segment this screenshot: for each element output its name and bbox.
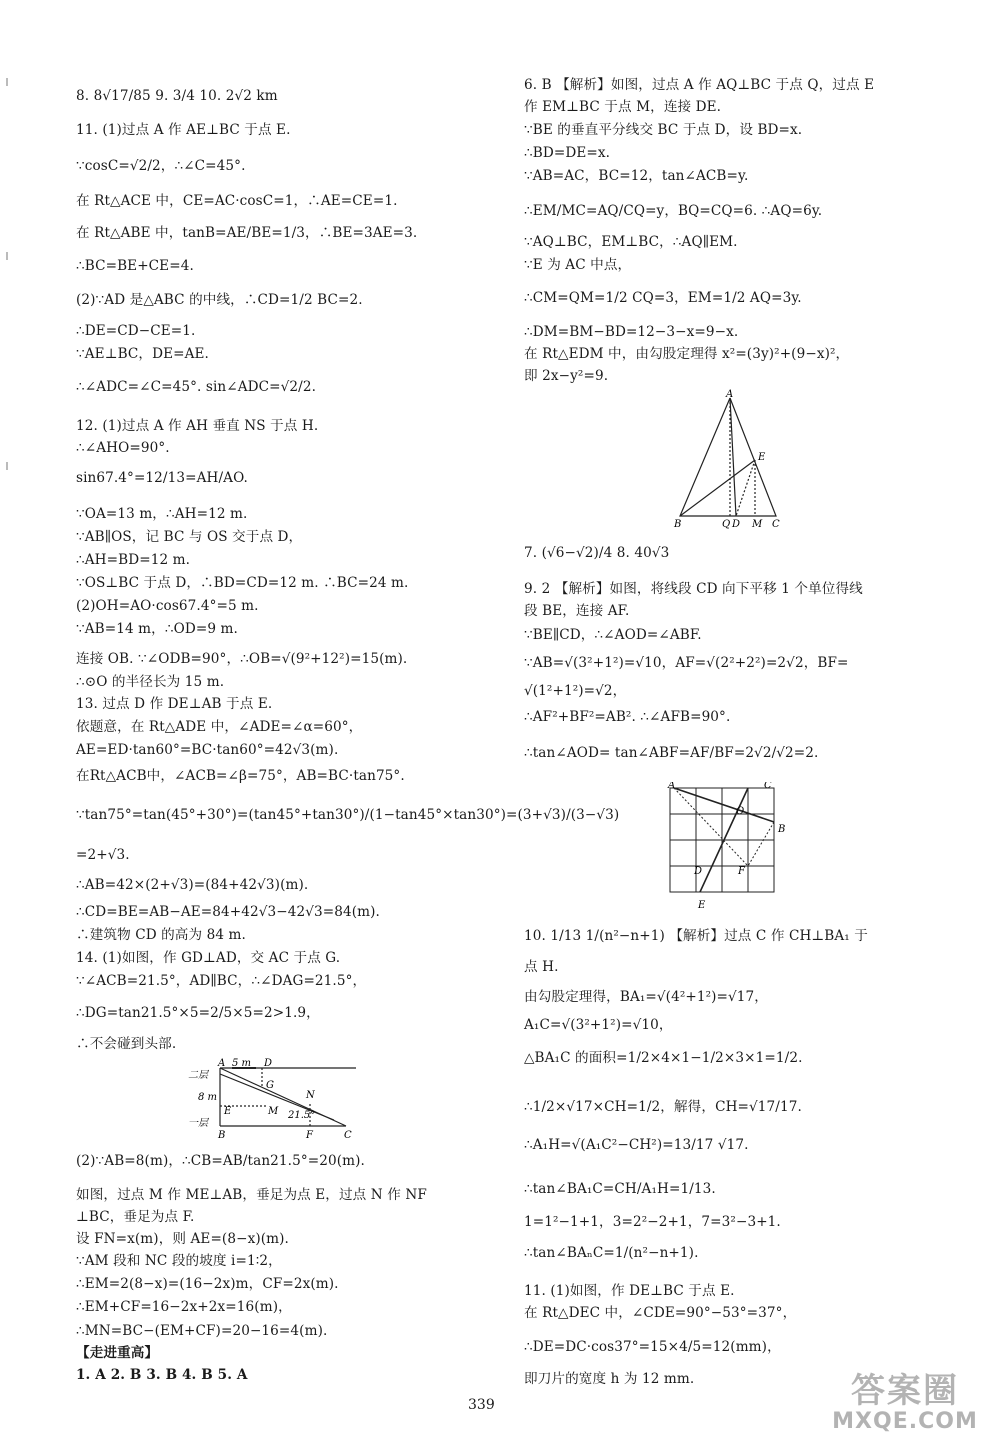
answer-line: ∴建筑物 CD 的高为 84 m. <box>76 927 246 943</box>
fig-label: 8 m <box>198 1092 218 1103</box>
answer-line: ∵tan75°=tan(45°+30°)=(tan45°+tan30°)/(1−tan45°×tan30°)=(3+√3)/(3−√3) <box>76 807 620 823</box>
answer-line: 设 FN=x(m)，则 AE=(8−x)(m). <box>76 1231 289 1247</box>
answer-line: (2)∵AD 是△ABC 的中线，∴CD=1/2 BC=2. <box>76 292 363 308</box>
answer-line: ⊥BC，垂足为点 F. <box>76 1209 195 1225</box>
answer-line: ∵OS⊥BC 于点 D，∴BD=CD=12 m. ∴BC=24 m. <box>76 575 409 591</box>
answer-line: ∵BE 的垂直平分线交 BC 于点 D，设 BD=x. <box>524 122 803 138</box>
answer-line: (2)∵AB=8(m)，∴CB=AB/tan21.5°=20(m). <box>76 1153 365 1169</box>
answer-line: ∴DE=DC·cos37°=15×4/5=12(mm)， <box>524 1339 781 1355</box>
fig-label: G <box>266 1080 274 1091</box>
answer-line: ∴tan∠AOD= tan∠ABF=AF/BF=2√2/√2=2. <box>524 745 819 761</box>
answer-line: ∴MN=BC−(EM+CF)=20−16=4(m). <box>76 1323 328 1339</box>
fig-label: 5 m <box>232 1058 252 1069</box>
answer-line: ∴A₁H=√(A₁C²−CH²)=13/17 √17. <box>524 1137 749 1153</box>
answer-line: 14. (1)如图，作 GD⊥AD，交 AC 于点 G. <box>76 950 341 966</box>
fig-label: O <box>736 806 745 817</box>
page-number: 339 <box>468 1397 495 1413</box>
answer-line: 11. (1)如图，作 DE⊥BC 于点 E. <box>524 1283 735 1299</box>
answer-line: ∴AH=BD=12 m. <box>76 552 191 568</box>
answer-line: 11. (1)过点 A 作 AE⊥BC 于点 E. <box>76 122 291 138</box>
answer-line: 8. 8√17/85 9. 3/4 10. 2√2 km <box>76 88 278 104</box>
fig-label: A <box>726 389 734 400</box>
answer-line: A₁C=√(3²+1²)=√10， <box>524 1017 673 1033</box>
answer-line: ∵AM 段和 NC 段的坡度 i=1∶2， <box>76 1253 282 1269</box>
answer-line: 在 Rt△DEC 中，∠CDE=90°−53°=37°， <box>524 1305 797 1321</box>
answer-line: ∴AB=42×(2+√3)=(84+42√3)(m). <box>76 877 309 893</box>
answer-line: ∴DE=CD−CE=1. <box>76 323 196 339</box>
answer-line: ∴tan∠BA₁C=CH/A₁H=1/13. <box>524 1181 716 1197</box>
answer-line: 1. A 2. B 3. B 4. B 5. A <box>76 1367 248 1383</box>
answer-line: ∵E 为 AC 中点， <box>524 257 632 273</box>
answer-line: ∴不会碰到头部. <box>76 1036 177 1052</box>
answer-line: ∵AB=14 m，∴OD=9 m. <box>76 621 238 637</box>
margin-tick <box>6 252 8 260</box>
answer-line: ∴CD=BE=AB−AE=84+42√3−42√3=84(m). <box>76 904 380 920</box>
answer-line: ∴tan∠BAₙC=1/(n²−n+1). <box>524 1245 699 1261</box>
answer-line: 作 EM⊥BC 于点 M，连接 DE. <box>524 99 722 115</box>
watermark-url: MXQE.COM <box>832 1409 978 1434</box>
answer-line: ∴1/2×√17×CH=1/2，解得，CH=√17/17. <box>524 1099 802 1115</box>
figure-staircase <box>184 1056 464 1140</box>
answer-line: 在 Rt△ACE 中，CE=AC·cosC=1，∴AE=CE=1. <box>76 193 398 209</box>
answer-line: 在 Rt△ABE 中，tanB=AE/BE=1/3，∴BE=3AE=3. <box>76 225 418 241</box>
answer-line: 在 Rt△EDM 中，由勾股定理得 x²=(3y)²+(9−x)²， <box>524 346 850 362</box>
fig-label: C <box>764 782 772 791</box>
answer-line: ∵AE⊥BC，DE=AE. <box>76 346 209 362</box>
section-heading: 【走进重高】 <box>76 1345 159 1361</box>
fig-label: F <box>738 866 745 877</box>
watermark <box>820 1372 990 1440</box>
fig-label: D <box>732 519 741 530</box>
fig-label: C <box>344 1130 352 1140</box>
fig-label: E <box>698 900 706 911</box>
answer-line: ∵AQ⊥BC，EM⊥BC，∴AQ∥EM. <box>524 234 738 250</box>
answer-line: 13. 过点 D 作 DE⊥AB 于点 E. <box>76 696 273 712</box>
answer-line: ∴BC=BE+CE=4. <box>76 258 194 274</box>
answer-line: ∴DM=BM−BD=12−3−x=9−x. <box>524 324 739 340</box>
answer-line: 1=1²−1+1，3=2²−2+1，7=3²−3+1. <box>524 1214 781 1230</box>
answer-line: ∵AB=√(3²+1²)=√10，AF=√(2²+2²)=2√2，BF= <box>524 655 849 671</box>
fig-label: E <box>224 1106 232 1117</box>
answer-line: sin67.4°=12/13=AH/AO. <box>76 470 248 486</box>
answer-line: √(1²+1²)=√2， <box>524 683 627 699</box>
answer-line: 在Rt△ACB中，∠ACB=∠β=75°，AB=BC·tan75°. <box>76 768 405 784</box>
answer-line: 由勾股定理得，BA₁=√(4²+1²)=√17， <box>524 989 769 1005</box>
fig-label: F <box>306 1130 313 1140</box>
answer-line: 6. B 【解析】如图，过点 A 作 AQ⊥BC 于点 Q，过点 E <box>524 77 875 93</box>
fig-label: 二层 <box>188 1070 208 1081</box>
fig-label: 21.5° <box>288 1110 316 1121</box>
answer-line: ∴∠ADC=∠C=45°. sin∠ADC=√2/2. <box>76 379 316 395</box>
fig-label: Q <box>722 519 731 530</box>
fig-label: D <box>264 1058 273 1069</box>
answer-line: △BA₁C 的面积=1/2×4×1−1/2×3×1=1/2. <box>524 1050 803 1066</box>
answer-line: 即刀片的宽度 h 为 12 mm. <box>524 1371 695 1387</box>
answer-line: AE=ED·tan60°=BC·tan60°=42√3(m). <box>76 742 339 758</box>
answer-line: ∴EM/MC=AQ/CQ=y，BQ=CQ=6. ∴AQ=6y. <box>524 203 823 219</box>
answer-line: (2)OH=AO·cos67.4°=5 m. <box>76 598 259 614</box>
margin-tick <box>6 78 8 86</box>
figure-grid <box>664 782 794 914</box>
answer-line: ∴CM=QM=1/2 CQ=3，EM=1/2 AQ=3y. <box>524 290 802 306</box>
answer-line: ∴∠AHO=90°. <box>76 440 170 456</box>
answer-line: ∵AB∥OS，记 BC 与 OS 交于点 D， <box>76 529 303 545</box>
answer-line: ∴⊙O 的半径长为 15 m. <box>76 674 225 690</box>
fig-label: B <box>778 824 786 835</box>
answer-line: 7. (√6−√2)/4 8. 40√3 <box>524 545 670 561</box>
answer-line: 10. 1/13 1/(n²−n+1) 【解析】过点 C 作 CH⊥BA₁ 于 <box>524 928 868 944</box>
answer-line: =2+√3. <box>76 847 130 863</box>
answer-line: 段 BE，连接 AF. <box>524 603 630 619</box>
fig-label: E <box>758 452 766 463</box>
answer-line: 12. (1)过点 A 作 AH 垂直 NS 于点 H. <box>76 418 319 434</box>
fig-label: N <box>306 1090 315 1101</box>
answer-line: 点 H. <box>524 959 559 975</box>
answer-line: ∴EM=2(8−x)=(16−2x)m，CF=2x(m). <box>76 1276 339 1292</box>
answer-line: ∵∠ACB=21.5°，AD∥BC，∴∠DAG=21.5°， <box>76 973 367 989</box>
answer-line: ∵cosC=√2/2，∴∠C=45°. <box>76 158 246 174</box>
answer-line: ∴EM+CF=16−2x+2x=16(m)， <box>76 1299 292 1315</box>
answer-line: ∵OA=13 m，∴AH=12 m. <box>76 506 248 522</box>
answer-line: 即 2x−y²=9. <box>524 368 609 384</box>
fig-label: A <box>218 1058 226 1069</box>
fig-label: C <box>772 519 780 530</box>
fig-label: B <box>218 1130 226 1140</box>
answer-line: 连接 OB. ∵∠ODB=90°，∴OB=√(9²+12²)=15(m). <box>76 651 408 667</box>
fig-label: M <box>752 519 763 530</box>
answer-line: ∴AF²+BF²=AB². ∴∠AFB=90°. <box>524 709 731 725</box>
margin-tick <box>6 462 8 470</box>
figure-triangle <box>672 388 792 530</box>
fig-label: D <box>694 866 703 877</box>
answer-line: 依题意，在 Rt△ADE 中，∠ADE=∠α=60°， <box>76 719 363 735</box>
answer-line: ∵AB=AC，BC=12，tan∠ACB=y. <box>524 168 749 184</box>
answer-line: ∴DG=tan21.5°×5=2/5×5=2>1.9， <box>76 1005 320 1021</box>
answer-line: ∴BD=DE=x. <box>524 145 611 161</box>
fig-label: B <box>674 519 682 530</box>
answer-line: ∵BE∥CD，∴∠AOD=∠ABF. <box>524 627 702 643</box>
watermark-logo: 答案圈 <box>851 1371 959 1411</box>
fig-label: 一层 <box>188 1118 208 1129</box>
answer-line: 如图，过点 M 作 ME⊥AB，垂足为点 E，过点 N 作 NF <box>76 1187 427 1203</box>
answer-line: 9. 2 【解析】如图，将线段 CD 向下平移 1 个单位得线 <box>524 581 863 597</box>
fig-label: A <box>668 782 676 791</box>
fig-label: M <box>268 1106 279 1117</box>
